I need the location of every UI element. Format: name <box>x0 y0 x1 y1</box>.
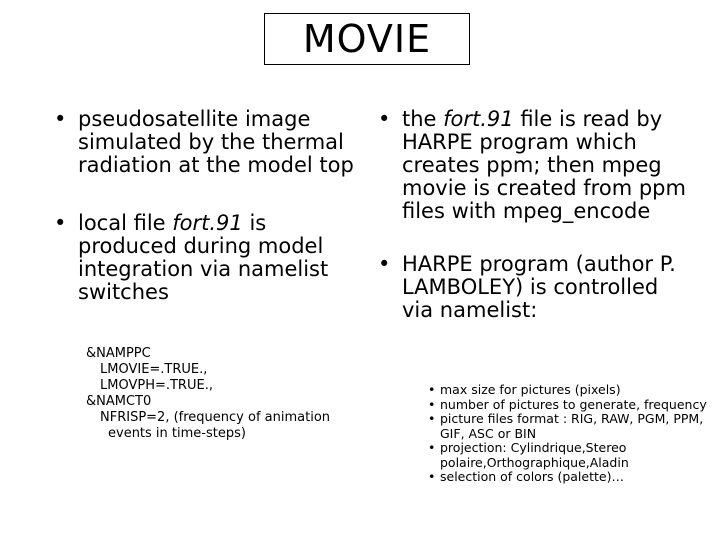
harpe-option-text: max size for pictures (pixels) <box>440 382 621 397</box>
code-line: &NAMPPC <box>86 346 151 361</box>
harpe-option-item <box>428 412 708 441</box>
left-bullet-2-suffix: is produced during model integration via namelist switches <box>78 211 329 304</box>
left-bullet-2-prefix: local file <box>78 211 173 235</box>
right-bullet-1-suffix: file is read by HARPE program which creates ppm; then mpeg movie is created from ppm files with mpeg_encode <box>402 107 686 223</box>
bullet-icon: • <box>428 411 436 426</box>
code-line: &NAMCT0 <box>86 394 152 409</box>
left-bullet-1 <box>54 108 354 177</box>
bullet-icon: • <box>378 252 391 276</box>
bullet-icon: • <box>54 211 67 235</box>
harpe-options-list <box>428 383 708 485</box>
left-bullet-2-filename: fort.91 <box>172 211 243 235</box>
left-bullet-1-text: pseudosatellite image simulated by the thermal radiation at the model top <box>78 107 354 177</box>
harpe-option-text: number of pictures to generate, frequency <box>440 396 707 412</box>
left-bullet-list <box>54 108 354 304</box>
harpe-option-item <box>428 470 708 485</box>
bullet-icon: • <box>428 396 436 412</box>
code-line: LMOVIE=.TRUE., <box>100 362 208 377</box>
right-bullet-1 <box>378 108 688 223</box>
harpe-option-text: projection: Cylindrique,Stereo polaire,Orthographique,Aladin <box>440 440 629 470</box>
right-bullet-list <box>378 108 688 322</box>
harpe-option-item <box>428 398 708 413</box>
harpe-option-text: selection of colors (palette)… <box>440 469 624 484</box>
right-bullet-1-prefix: the <box>402 107 444 131</box>
left-bullet-2 <box>54 212 354 304</box>
bullet-icon: • <box>428 440 436 455</box>
bullet-icon: • <box>378 107 391 131</box>
namelist-code-block <box>86 346 376 442</box>
right-bullet-2-text: HARPE program (author P. LAMBOLEY) is controlled via namelist: <box>402 252 676 322</box>
code-line: events in time-steps) <box>108 426 246 441</box>
bullet-icon: • <box>54 107 67 131</box>
harpe-option-item <box>428 383 708 398</box>
harpe-option-item <box>428 441 708 470</box>
code-line: NFRISP=2, (frequency of animation <box>100 410 331 425</box>
bullet-icon: • <box>428 469 436 484</box>
right-bullet-1-filename: fort.91 <box>443 107 514 131</box>
slide-title: MOVIE <box>264 13 470 65</box>
code-line: LMOVPH=.TRUE., <box>100 378 213 393</box>
harpe-option-text: picture files format : RIG, RAW, PGM, PPM, GIF, ASC or BIN <box>440 411 704 441</box>
bullet-icon: • <box>428 382 436 397</box>
right-bullet-2 <box>378 253 688 322</box>
